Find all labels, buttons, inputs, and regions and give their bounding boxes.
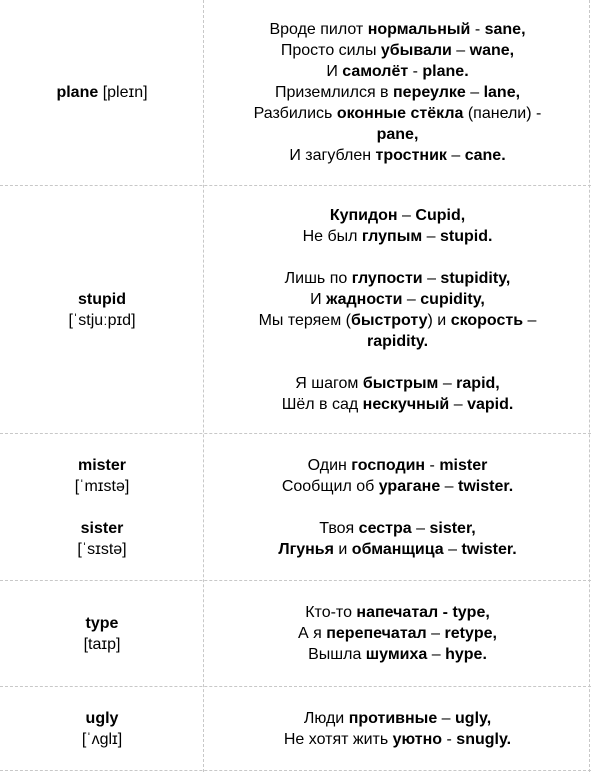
bold-text: stupidity, [440, 269, 511, 287]
bold-text: переулке [393, 84, 466, 101]
transcription: [ˈsɪstə] [77, 540, 127, 558]
poem-line [304, 708, 491, 729]
text: Люди [303, 709, 349, 727]
bold-text: уютно [392, 730, 443, 748]
text: и [333, 540, 352, 558]
poem-line [284, 729, 511, 750]
bold-text: Купидон [329, 206, 398, 224]
poem-cell [204, 186, 591, 433]
text: – [438, 374, 457, 392]
bold-text: жадности [326, 290, 403, 308]
text: Лишь по [284, 269, 352, 287]
poem-line [326, 61, 468, 82]
text: (панели) - [463, 105, 542, 122]
text: – [440, 477, 459, 495]
bold-text: тростник [375, 147, 447, 164]
bold-text: plane. [422, 63, 469, 80]
text: - [470, 21, 485, 38]
bold-text: убывали [380, 42, 452, 59]
bold-text: snugly. [456, 730, 512, 748]
text: Один [307, 456, 352, 474]
text: Приземлился в [274, 84, 393, 101]
table-row-mister-sister [0, 434, 591, 580]
poem-line [367, 331, 428, 352]
bold-text: сестра [358, 519, 412, 537]
bold-text: twister. [458, 477, 514, 495]
bold-text: нескучный [362, 395, 450, 413]
transcription: [taɪp] [83, 635, 121, 653]
poem-line [298, 623, 497, 644]
poem-cell [204, 687, 591, 770]
bold-text: ugly, [455, 709, 492, 727]
poem-line [282, 394, 514, 415]
text: ) и [427, 311, 451, 329]
text: – [427, 646, 446, 663]
text: – [451, 42, 470, 59]
poem-line [254, 103, 542, 124]
poem-cell [204, 434, 591, 580]
text: Кто-то [305, 604, 357, 621]
table-row-type [0, 581, 591, 686]
bold-text: нормальный [367, 21, 471, 38]
bold-text: wane, [469, 42, 515, 59]
bold-text: быстрым [362, 374, 439, 392]
transcription: [ˈʌglɪ] [81, 730, 123, 748]
poem-line [295, 373, 499, 394]
bold-text: lane, [483, 84, 521, 101]
bold-text: обманщица [351, 540, 444, 558]
text: Сообщил об [281, 477, 379, 495]
text: – [426, 625, 445, 642]
poem-line [308, 455, 488, 476]
text: Мы теряем ( [258, 311, 351, 329]
bold-text: скорость [450, 311, 524, 329]
poem-line [285, 268, 511, 289]
text: - [408, 63, 423, 80]
bold-text: самолёт [342, 63, 409, 80]
transcription: [pleɪn] [102, 84, 148, 101]
transcription: [ˈstjuːpɪd] [68, 311, 136, 329]
poem-line [305, 602, 490, 623]
text: Не хотят жить [283, 730, 393, 748]
poem-line [330, 205, 465, 226]
bold-text: урагане [378, 477, 441, 495]
text: И загублен [289, 147, 376, 164]
poem-line [308, 644, 487, 665]
poem-line [282, 476, 513, 497]
english-word: type [85, 614, 119, 632]
text: – [411, 519, 430, 537]
poem-line [281, 40, 514, 61]
word-cell [0, 687, 204, 770]
word-cell [0, 581, 204, 686]
bold-text: retype, [444, 625, 497, 642]
poem-line [278, 539, 516, 560]
text: А я [298, 625, 327, 642]
text: – [422, 269, 441, 287]
table-row-ugly [0, 687, 591, 770]
word-cell [0, 0, 204, 185]
poem-line [395, 497, 399, 518]
bold-text: быстроту [350, 311, 428, 329]
text: Просто силы [280, 42, 381, 59]
english-word: ugly [85, 709, 119, 727]
text: И [310, 290, 327, 308]
text: - [425, 456, 440, 474]
english-word: plane [56, 84, 99, 101]
word-entry [56, 82, 147, 103]
bold-text: глупости [351, 269, 423, 287]
text: Твоя [319, 519, 359, 537]
english-word: mister [77, 456, 127, 474]
text: И [326, 63, 343, 80]
text: – [443, 540, 462, 558]
poem-cell [204, 581, 591, 686]
text: – [397, 206, 416, 224]
bold-text: sister, [429, 519, 476, 537]
text: Вроде пилот [269, 21, 368, 38]
poem-line [269, 19, 525, 40]
text: – [402, 290, 421, 308]
poem-line [289, 145, 505, 166]
word-cell [0, 186, 204, 433]
english-word: sister [80, 519, 124, 537]
text: Я шагом [295, 374, 363, 392]
poem-line [319, 518, 475, 539]
bold-text: stupid. [439, 227, 493, 245]
bold-text: cupidity, [420, 290, 485, 308]
bold-text: hype. [445, 646, 487, 663]
table-row-plane [0, 0, 591, 185]
poem-line [310, 289, 485, 310]
english-word: stupid [78, 290, 126, 308]
bold-text: глупым [361, 227, 423, 245]
poem-line [377, 124, 419, 145]
bold-text: rapidity. [366, 332, 429, 350]
poem-line [303, 226, 493, 247]
bold-text: шумиха [365, 646, 428, 663]
row-divider [0, 770, 591, 771]
bold-text: cane. [464, 147, 506, 164]
text: Вышла [308, 646, 366, 663]
text: – [446, 147, 465, 164]
bold-text: господин [351, 456, 426, 474]
bold-text: vapid. [467, 395, 514, 413]
bold-text: напечатал - type, [356, 604, 490, 621]
text: – [437, 709, 456, 727]
word-cell [0, 434, 204, 580]
bold-text: Cupid, [415, 206, 466, 224]
transcription: [ˈmɪstə] [74, 477, 130, 495]
bold-text: mister [439, 456, 488, 474]
bold-text: Лгунья [278, 540, 334, 558]
bold-text: противные [348, 709, 438, 727]
text: Шёл в сад [281, 395, 363, 413]
bold-text: оконные стёкла [336, 105, 464, 122]
text: - [442, 730, 457, 748]
bold-text: rapid, [456, 374, 500, 392]
bold-text: sane, [484, 21, 526, 38]
bold-text: twister. [461, 540, 517, 558]
text: – [523, 311, 537, 329]
poem-line [395, 247, 399, 268]
text: Разбились [253, 105, 337, 122]
poem-line [275, 82, 520, 103]
poem-line [395, 352, 399, 373]
poem-line [259, 310, 537, 331]
table-row-stupid [0, 186, 591, 433]
text: – [449, 395, 468, 413]
bold-text: перепечатал [326, 625, 427, 642]
text: Не был [302, 227, 362, 245]
bold-text: pane, [376, 126, 419, 143]
poem-cell [204, 0, 591, 185]
text: – [422, 227, 440, 245]
text: – [465, 84, 484, 101]
